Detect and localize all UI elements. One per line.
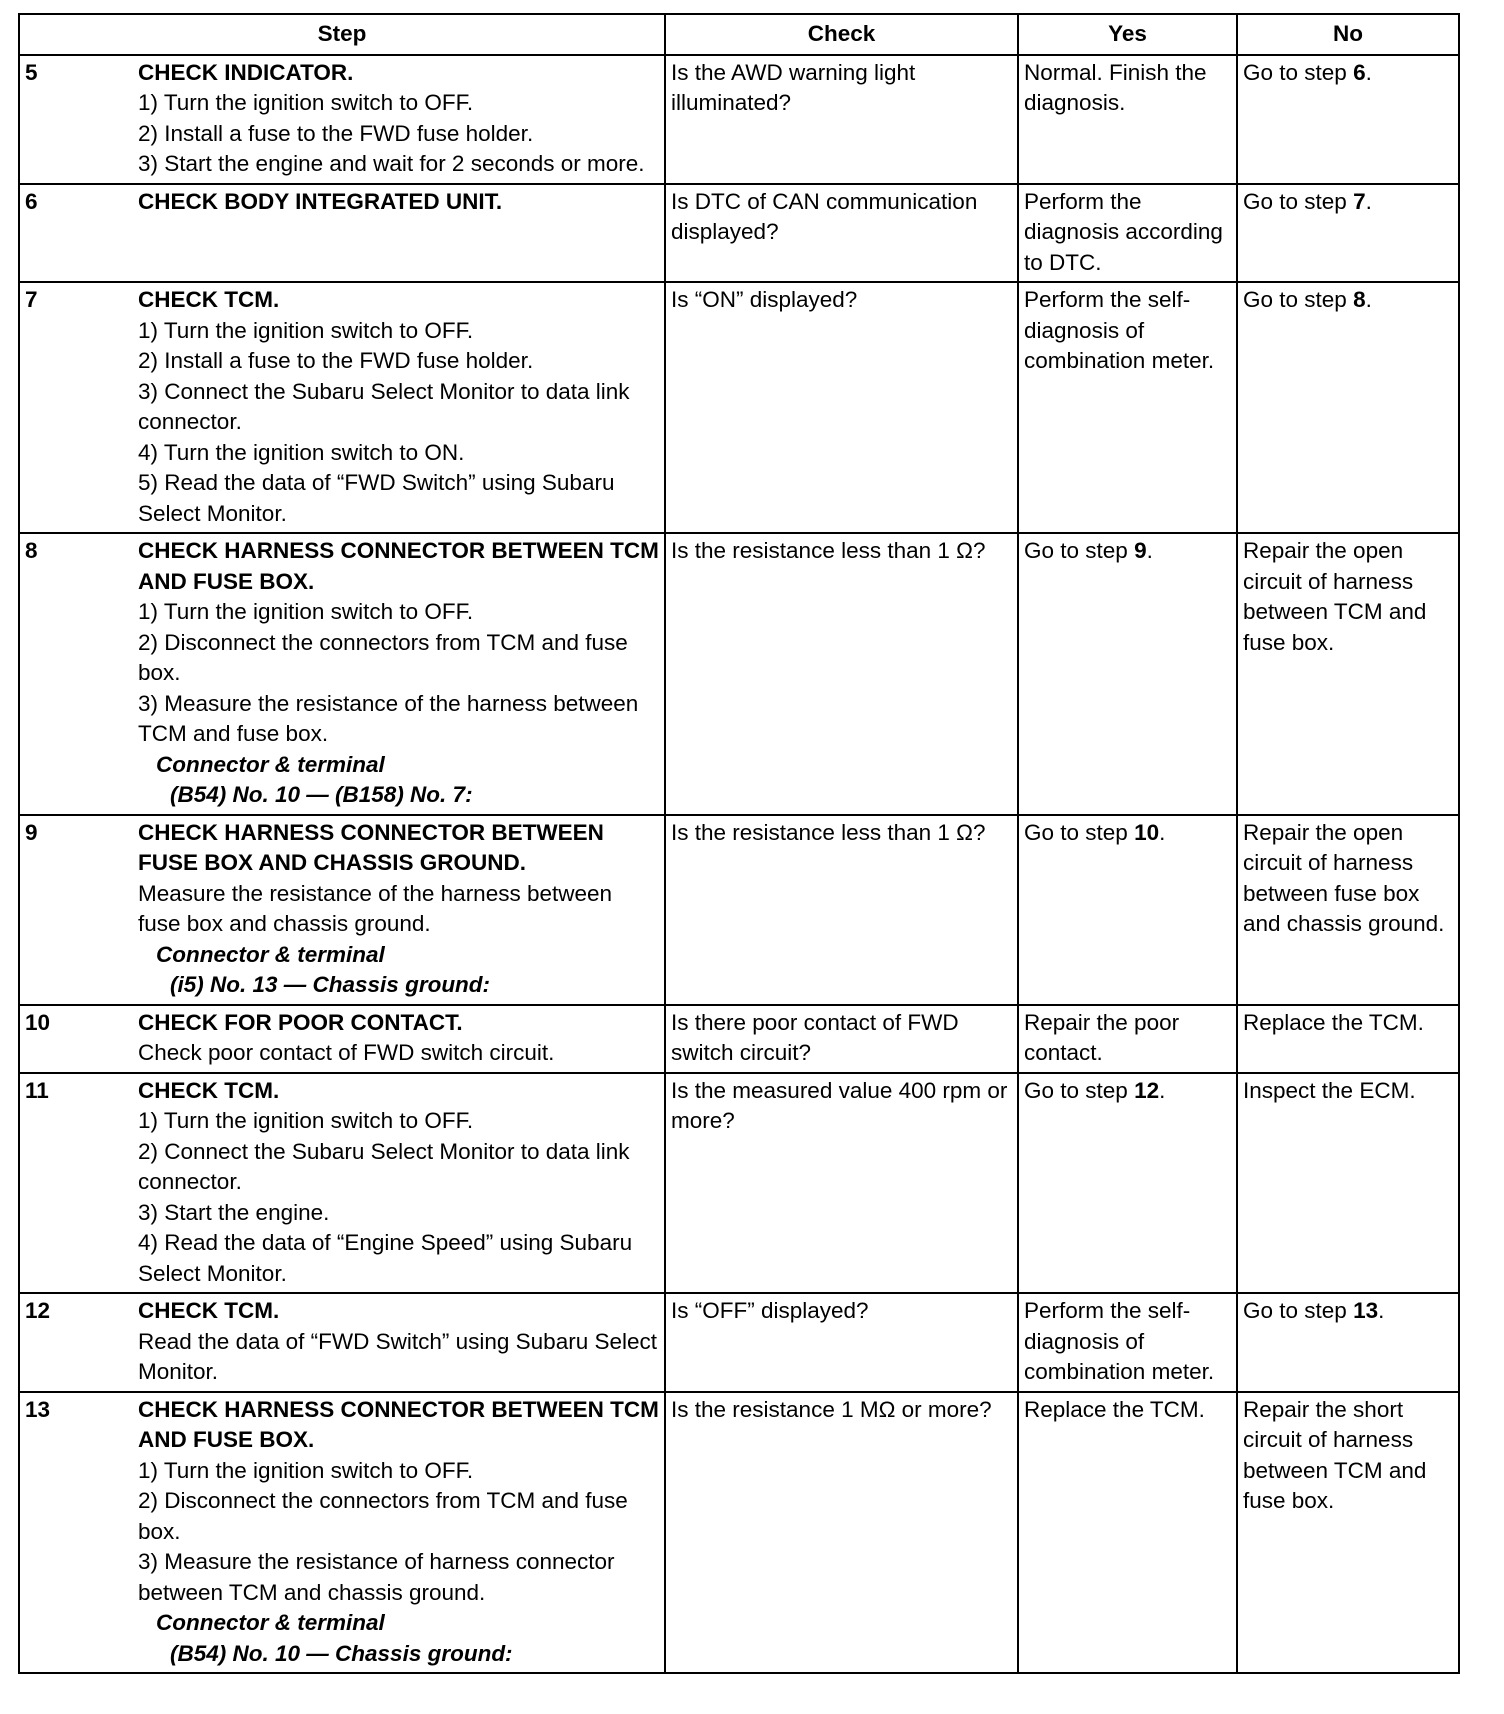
check-cell: Is the resistance less than 1 Ω? bbox=[665, 815, 1018, 1005]
table-row bbox=[19, 1392, 1459, 1674]
no-cell: Repair the open circuit of harness between TCM and fuse box. bbox=[1237, 533, 1459, 815]
check-cell: Is “ON” displayed? bbox=[665, 282, 1018, 533]
step-cell bbox=[19, 1073, 665, 1294]
connector-terminal-label: Connector & terminal bbox=[156, 1610, 385, 1635]
table-row bbox=[19, 1073, 1459, 1294]
step-instruction: 5) Read the data of “FWD Switch” using Subaru Select Monitor. bbox=[138, 470, 615, 526]
step-instruction: Measure the resistance of the harness between fuse box and chassis ground. bbox=[138, 880, 613, 936]
no-step-ref: 8 bbox=[1353, 287, 1366, 312]
check-cell: Is DTC of CAN communication displayed? bbox=[665, 184, 1018, 283]
step-instruction: 2) Disconnect the connectors from TCM and fuse box. bbox=[138, 1488, 628, 1544]
step-instruction: 2) Install a fuse to the FWD fuse holder. bbox=[138, 120, 534, 146]
step-instruction: 3) Measure the resistance of harness connector between TCM and chassis ground. bbox=[138, 1549, 615, 1605]
no-goto-text: Go to step bbox=[1243, 1298, 1354, 1323]
yes-goto-end: . bbox=[1159, 1077, 1166, 1103]
no-step-ref: 13 bbox=[1353, 1298, 1379, 1323]
step-instruction: 2) Connect the Subaru Select Monitor to data link connector. bbox=[138, 1138, 630, 1194]
step-instruction: 1) Turn the ignition switch to OFF. bbox=[138, 317, 474, 343]
yes-cell: Repair the poor contact. bbox=[1018, 1005, 1237, 1073]
yes-step-ref: 10 bbox=[1134, 819, 1160, 845]
no-step-ref: 6 bbox=[1353, 59, 1366, 85]
header-check: Check bbox=[665, 14, 1018, 55]
step-number: 8 bbox=[25, 538, 38, 563]
step-instruction: 4) Read the data of “Engine Speed” using Subaru Select Monitor. bbox=[138, 1230, 633, 1286]
no-cell: Replace the TCM. bbox=[1237, 1005, 1459, 1073]
yes-cell: Perform the self-diagnosis of combination meter. bbox=[1018, 282, 1237, 533]
step-number: 13 bbox=[25, 1396, 51, 1422]
check-cell: Is the measured value 400 rpm or more? bbox=[665, 1073, 1018, 1294]
step-title: CHECK BODY INTEGRATED UNIT. bbox=[138, 188, 503, 214]
step-title: CHECK TCM. bbox=[138, 1077, 280, 1103]
no-cell: Repair the open circuit of harness between fuse box and chassis ground. bbox=[1237, 815, 1459, 1005]
no-cell bbox=[1237, 282, 1459, 533]
table-row bbox=[19, 282, 1459, 533]
step-cell bbox=[19, 282, 665, 533]
check-cell: Is there poor contact of FWD switch circuit? bbox=[665, 1005, 1018, 1073]
yes-goto-end: . bbox=[1146, 538, 1153, 563]
step-instruction: Read the data of “FWD Switch” using Subaru Select Monitor. bbox=[138, 1328, 657, 1384]
step-number: 10 bbox=[25, 1009, 51, 1035]
yes-cell: Perform the self-diagnosis of combination meter. bbox=[1018, 1293, 1237, 1392]
step-instruction: 3) Measure the resistance of the harness between TCM and fuse box. bbox=[138, 690, 639, 746]
step-number: 6 bbox=[25, 188, 38, 214]
step-title: CHECK INDICATOR. bbox=[138, 59, 354, 85]
step-instruction: 3) Start the engine and wait for 2 seconds or more. bbox=[138, 151, 645, 176]
connector-terminal-label: Connector & terminal bbox=[156, 941, 385, 967]
step-cell bbox=[19, 1005, 665, 1073]
no-goto-end: . bbox=[1365, 287, 1372, 312]
no-goto-text: Go to step bbox=[1243, 59, 1354, 85]
step-title: CHECK TCM. bbox=[138, 1298, 280, 1323]
step-instruction: Check poor contact of FWD switch circuit. bbox=[138, 1040, 555, 1065]
step-instruction: 2) Disconnect the connectors from TCM and fuse box. bbox=[138, 629, 628, 685]
no-step-ref: 7 bbox=[1353, 188, 1366, 214]
connector-terminal-value: (B54) No. 10 — Chassis ground: bbox=[170, 1640, 513, 1666]
no-cell bbox=[1237, 55, 1459, 184]
yes-step-ref: 9 bbox=[1134, 538, 1147, 563]
connector-terminal-value: (i5) No. 13 — Chassis ground: bbox=[170, 972, 491, 997]
step-instruction: 1) Turn the ignition switch to OFF. bbox=[138, 90, 474, 115]
step-cell bbox=[19, 815, 665, 1005]
step-number: 12 bbox=[25, 1298, 51, 1323]
step-title: CHECK HARNESS CONNECTOR BETWEEN FUSE BOX AND CHASSIS GROUND. bbox=[138, 819, 604, 875]
table-row bbox=[19, 815, 1459, 1005]
yes-step-ref: 12 bbox=[1134, 1077, 1160, 1103]
step-cell bbox=[19, 55, 665, 184]
table-row bbox=[19, 1005, 1459, 1073]
step-number: 5 bbox=[25, 59, 38, 85]
table-row bbox=[19, 55, 1459, 184]
yes-cell bbox=[1018, 1073, 1237, 1294]
yes-goto-text: Go to step bbox=[1024, 538, 1135, 563]
diagnosis-table bbox=[18, 13, 1460, 1674]
header-row bbox=[19, 14, 1459, 55]
diagnosis-table-sheet bbox=[18, 13, 1458, 1674]
yes-cell: Perform the diagnosis according to DTC. bbox=[1018, 184, 1237, 283]
step-instruction: 4) Turn the ignition switch to ON. bbox=[138, 439, 465, 465]
step-title: CHECK HARNESS CONNECTOR BETWEEN TCM AND FUSE BOX. bbox=[138, 1396, 659, 1452]
check-cell: Is the AWD warning light illuminated? bbox=[665, 55, 1018, 184]
step-cell bbox=[19, 184, 665, 283]
no-cell bbox=[1237, 1293, 1459, 1392]
step-number: 9 bbox=[25, 819, 38, 845]
check-cell: Is the resistance 1 MΩ or more? bbox=[665, 1392, 1018, 1674]
no-goto-text: Go to step bbox=[1243, 287, 1354, 312]
step-instruction: 2) Install a fuse to the FWD fuse holder. bbox=[138, 348, 534, 373]
yes-goto-text: Go to step bbox=[1024, 819, 1135, 845]
no-cell: Inspect the ECM. bbox=[1237, 1073, 1459, 1294]
table-row bbox=[19, 1293, 1459, 1392]
step-title: CHECK TCM. bbox=[138, 287, 280, 312]
step-cell bbox=[19, 1392, 665, 1674]
step-number: 7 bbox=[25, 287, 38, 312]
no-goto-end: . bbox=[1365, 59, 1372, 85]
no-goto-end: . bbox=[1378, 1298, 1385, 1323]
no-cell bbox=[1237, 184, 1459, 283]
step-cell bbox=[19, 533, 665, 815]
step-instruction: 1) Turn the ignition switch to OFF. bbox=[138, 1457, 474, 1483]
connector-terminal-label: Connector & terminal bbox=[156, 751, 385, 777]
check-cell: Is “OFF” displayed? bbox=[665, 1293, 1018, 1392]
step-instruction: 1) Turn the ignition switch to OFF. bbox=[138, 1108, 474, 1133]
yes-cell: Replace the TCM. bbox=[1018, 1392, 1237, 1674]
yes-cell: Normal. Finish the diagnosis. bbox=[1018, 55, 1237, 184]
header-yes: Yes bbox=[1018, 14, 1237, 55]
table-row bbox=[19, 533, 1459, 815]
step-instruction: 1) Turn the ignition switch to OFF. bbox=[138, 599, 474, 624]
step-instruction: 3) Start the engine. bbox=[138, 1199, 330, 1225]
step-title: CHECK HARNESS CONNECTOR BETWEEN TCM AND FUSE BOX. bbox=[138, 538, 659, 594]
no-cell: Repair the short circuit of harness between TCM and fuse box. bbox=[1237, 1392, 1459, 1674]
step-title: CHECK FOR POOR CONTACT. bbox=[138, 1009, 463, 1035]
table-row bbox=[19, 184, 1459, 283]
step-instruction: 3) Connect the Subaru Select Monitor to data link connector. bbox=[138, 378, 630, 434]
yes-cell bbox=[1018, 533, 1237, 815]
yes-goto-end: . bbox=[1159, 819, 1166, 845]
no-goto-end: . bbox=[1365, 188, 1372, 214]
check-cell: Is the resistance less than 1 Ω? bbox=[665, 533, 1018, 815]
no-goto-text: Go to step bbox=[1243, 188, 1354, 214]
header-no: No bbox=[1237, 14, 1459, 55]
connector-terminal-value: (B54) No. 10 — (B158) No. 7: bbox=[170, 782, 473, 807]
header-step: Step bbox=[19, 14, 665, 55]
step-cell bbox=[19, 1293, 665, 1392]
yes-goto-text: Go to step bbox=[1024, 1077, 1135, 1103]
yes-cell bbox=[1018, 815, 1237, 1005]
step-number: 11 bbox=[25, 1077, 49, 1103]
